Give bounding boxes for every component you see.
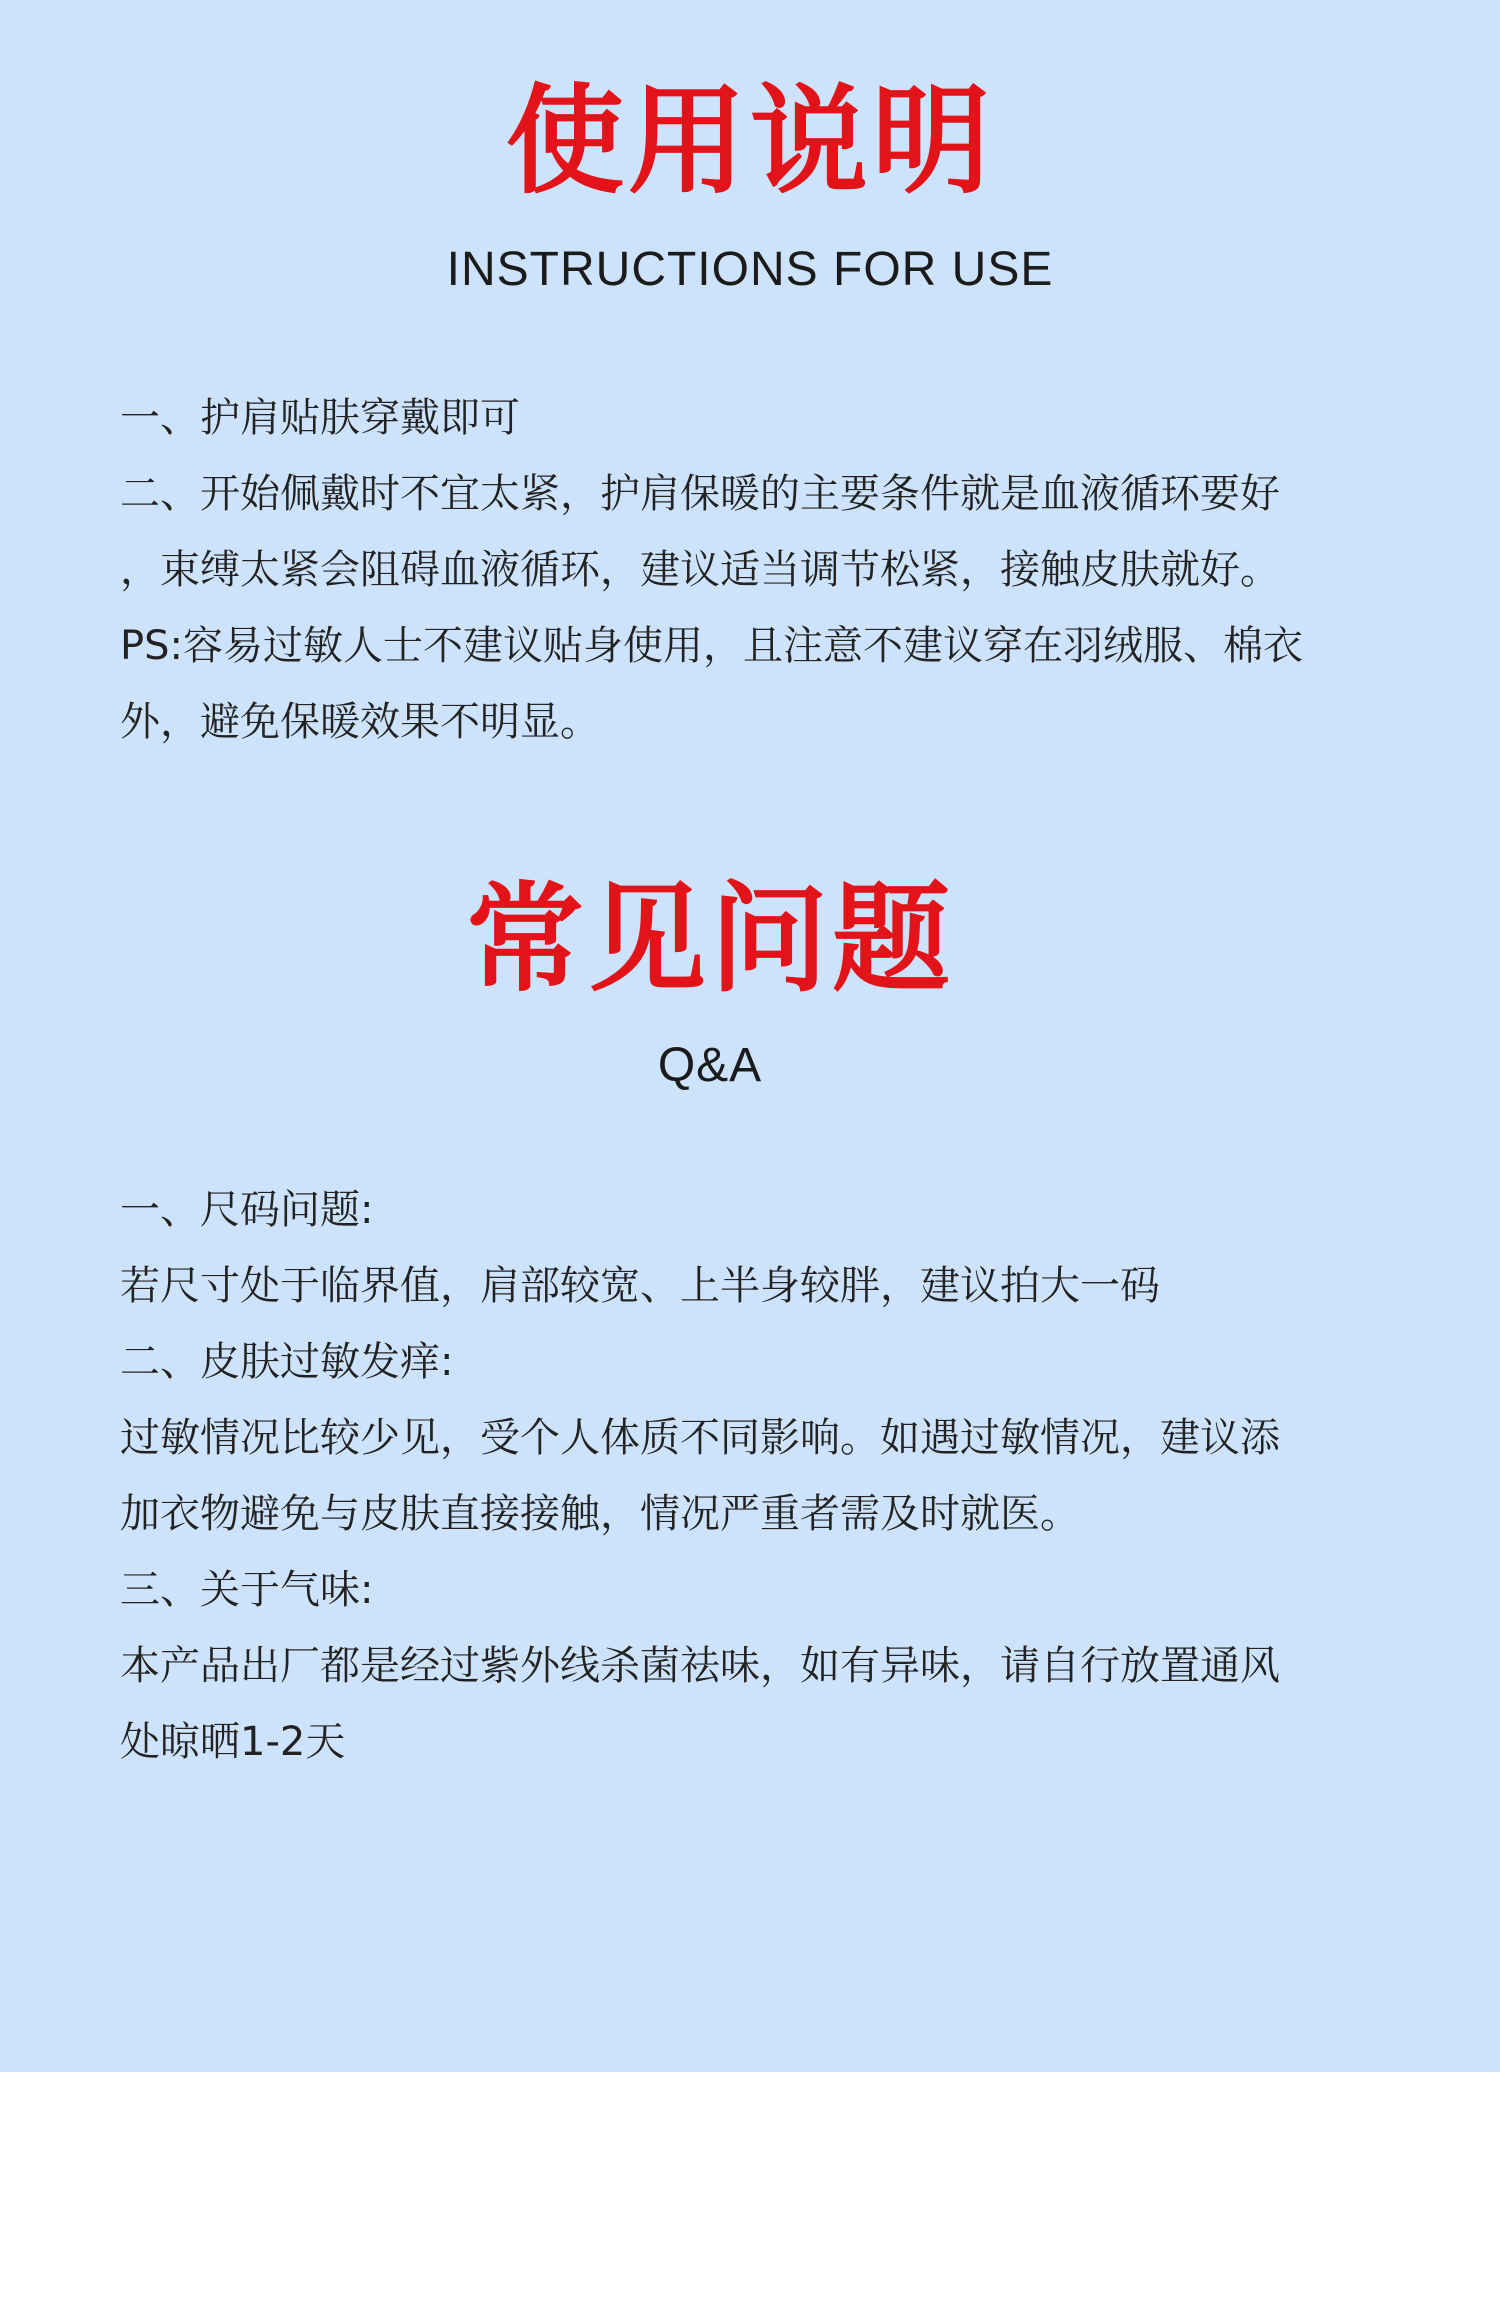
instructions-line: 二、开始佩戴时不宜太紧，护肩保暖的主要条件就是血液循环要好 [120,471,1280,517]
instructions-subtitle: INSTRUCTIONS FOR USE [446,243,1054,296]
faq-answer: 若尺寸处于临界值，肩部较宽、上半身较胖，建议拍大一码 [120,1263,1160,1309]
faq-answer: 处晾晒1-2天 [120,1719,346,1765]
instructions-line: 外，避免保暖效果不明显。 [120,699,600,745]
faq-question: 三、关于气味: [120,1567,374,1613]
instructions-line: ，束缚太紧会阻碍血液循环，建议适当调节松紧，接触皮肤就好。 [120,547,1280,593]
faq-answer: 本产品出厂都是经过紫外线杀菌祛味，如有异味，请自行放置通风 [120,1643,1280,1689]
faq-question: 二、皮肤过敏发痒: [120,1339,454,1385]
instructions-line: PS:容易过敏人士不建议贴身使用，且注意不建议穿在羽绒服、棉衣 [120,623,1303,669]
faq-subtitle: Q&A [657,1039,763,1092]
faq-answer: 过敏情况比较少见，受个人体质不同影响。如遇过敏情况，建议添 [120,1415,1280,1461]
instructions-line: 一、护肩贴肤穿戴即可 [120,395,520,441]
faq-answer: 加衣物避免与皮肤直接接触，情况严重者需及时就医。 [120,1491,1080,1537]
instructions-title: 使用说明 [505,72,994,210]
faq-title: 常见问题 [465,870,954,1008]
faq-question: 一、尺码问题: [120,1187,374,1233]
